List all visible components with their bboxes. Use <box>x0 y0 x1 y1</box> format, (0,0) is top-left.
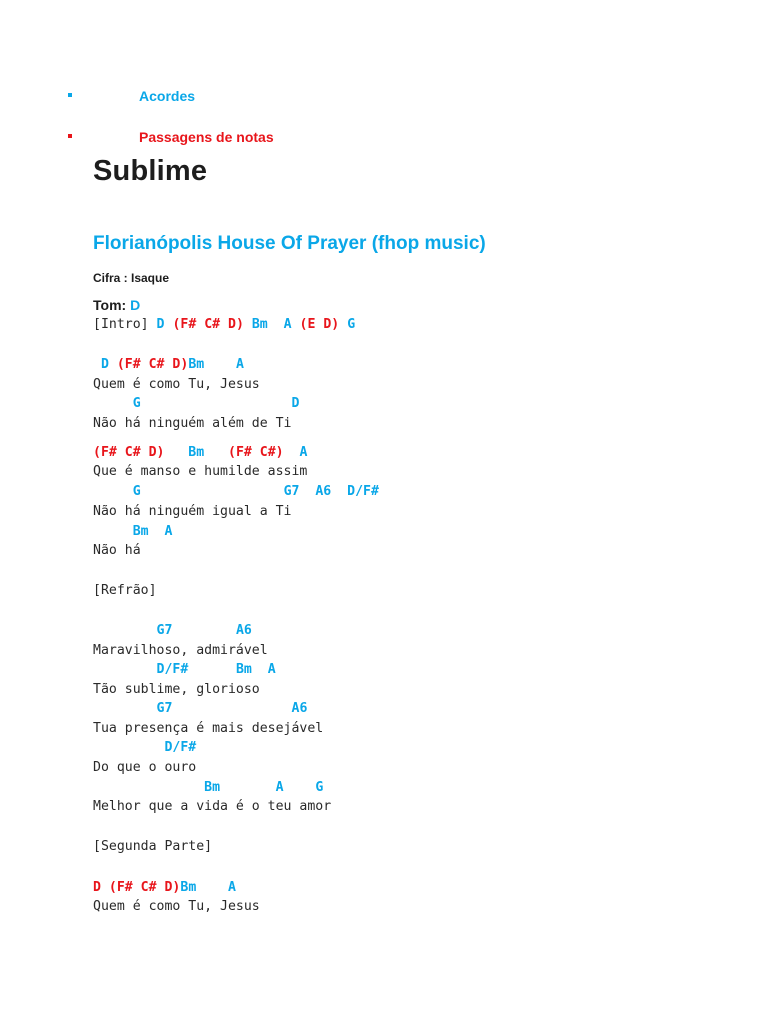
nav-link-acordes-label[interactable]: Acordes <box>139 88 196 104</box>
lyric-text <box>93 623 157 638</box>
lyric-line <box>93 799 331 815</box>
lyric-text <box>299 484 315 499</box>
chord[interactable]: A <box>267 662 276 677</box>
song-key <box>93 297 140 313</box>
lyric-line <box>93 416 292 432</box>
lyric-text <box>204 445 228 460</box>
lyric-text <box>292 317 300 332</box>
lyric-text <box>204 357 236 372</box>
chord-line <box>93 623 252 639</box>
chord[interactable]: D/F# <box>156 662 189 677</box>
lyric-text <box>244 317 252 332</box>
lyric-text <box>93 662 157 677</box>
chord-line <box>93 701 307 717</box>
chord[interactable]: G <box>132 396 141 411</box>
lyric-line <box>93 682 260 698</box>
chord[interactable]: A6 <box>315 484 332 499</box>
lyric-text <box>93 524 133 539</box>
lyric-text <box>93 484 133 499</box>
lyric-line <box>93 760 196 776</box>
lyric-text <box>93 357 101 372</box>
lyric-text <box>220 780 276 795</box>
lyric-text: Tua presença é mais desejável <box>93 721 324 736</box>
lyric-text <box>284 445 300 460</box>
chord[interactable]: A <box>283 317 292 332</box>
chord-line <box>93 445 307 461</box>
chord[interactable]: Bm <box>204 780 221 795</box>
lyric-text: Tão sublime, glorioso <box>93 682 260 697</box>
lyric-text <box>93 701 157 716</box>
lyric-line <box>93 839 212 855</box>
chord[interactable]: A6 <box>235 623 252 638</box>
chord-line <box>93 524 172 540</box>
chord[interactable]: D/F# <box>347 484 379 499</box>
note-passage[interactable]: (F# C# D) <box>172 317 244 332</box>
chord-line <box>93 396 299 412</box>
chord[interactable]: D <box>156 317 165 332</box>
lyric-text <box>172 701 291 716</box>
note-passage[interactable]: (F# C#) <box>228 445 284 460</box>
lyric-text: Maravilhoso, admirável <box>93 643 268 658</box>
song-key-value[interactable]: D <box>130 297 141 313</box>
chord[interactable]: A <box>164 524 173 539</box>
chord[interactable]: Bm <box>132 524 149 539</box>
bullet-icon <box>68 134 72 138</box>
lyric-text <box>339 317 347 332</box>
note-passage[interactable]: (F# C# D) <box>116 357 189 372</box>
note-passage[interactable]: D <box>93 880 101 895</box>
chord[interactable]: D <box>100 357 109 372</box>
chord[interactable]: G <box>132 484 141 499</box>
lyric-line <box>93 377 260 393</box>
chord[interactable]: G7 <box>156 701 173 716</box>
lyric-line <box>93 464 307 480</box>
lyric-text: Que é manso e humilde assim <box>93 464 308 479</box>
lyric-text <box>196 880 228 895</box>
chord[interactable]: Bm <box>188 445 205 460</box>
chord[interactable]: Bm <box>180 880 197 895</box>
lyric-text <box>141 484 284 499</box>
lyric-text: Não há <box>93 543 141 558</box>
lyric-text: Do que o ouro <box>93 760 197 775</box>
lyric-text: Quem é como Tu, Jesus <box>93 377 260 392</box>
bullet-icon <box>68 93 72 97</box>
lyric-text <box>284 780 316 795</box>
chord[interactable]: Bm <box>235 662 252 677</box>
chord[interactable]: A <box>235 357 244 372</box>
lyric-line <box>93 721 323 737</box>
note-passage[interactable]: (F# C# D) <box>108 880 181 895</box>
lyric-text <box>93 740 164 755</box>
chord[interactable]: G7 <box>156 623 173 638</box>
lyric-text <box>93 396 133 411</box>
chord-line <box>93 484 379 500</box>
lyric-text: [Segunda Parte] <box>93 839 213 854</box>
song-key-label: Tom: <box>93 297 131 313</box>
chord-line <box>93 880 236 896</box>
chord[interactable]: D <box>291 396 300 411</box>
chord[interactable]: D/F# <box>164 740 197 755</box>
chord[interactable]: A <box>228 880 236 895</box>
lyric-line <box>93 583 157 599</box>
song-title: Sublime <box>93 155 208 187</box>
note-passage[interactable]: (F# C# D) <box>93 445 165 460</box>
lyric-text: Não há ninguém além de Ti <box>93 416 292 431</box>
lyric-text <box>164 445 188 460</box>
chord[interactable]: G7 <box>283 484 300 499</box>
lyric-text: [Refrão] <box>93 583 157 598</box>
chord-line <box>93 357 244 373</box>
chord[interactable]: G <box>315 780 324 795</box>
nav-link-passagens-label[interactable]: Passagens de notas <box>139 129 274 145</box>
chord[interactable]: G <box>347 317 356 332</box>
lyric-text <box>109 357 117 372</box>
lyric-text <box>268 317 284 332</box>
lyric-text <box>188 662 236 677</box>
lyric-text <box>101 880 109 895</box>
lyric-line <box>93 899 260 915</box>
lyric-text <box>172 623 236 638</box>
chord[interactable]: Bm <box>188 357 205 372</box>
chord[interactable]: Bm <box>251 317 268 332</box>
lyric-text: Quem é como Tu, Jesus <box>93 899 260 914</box>
chord-line <box>93 317 355 333</box>
artist-name[interactable]: Florianópolis House Of Prayer (fhop music) <box>93 233 486 254</box>
chord[interactable]: A <box>299 445 308 460</box>
lyric-line <box>93 504 292 520</box>
lyric-text: [Intro] <box>93 317 157 332</box>
lyric-line <box>93 543 141 559</box>
lyric-text: Melhor que a vida é o teu amor <box>93 799 332 814</box>
chord[interactable]: A6 <box>291 701 308 716</box>
lyric-text <box>252 662 268 677</box>
note-passage[interactable]: (E D) <box>299 317 340 332</box>
chord-line <box>93 662 276 678</box>
chord-line <box>93 780 323 796</box>
chord[interactable]: A <box>275 780 284 795</box>
lyric-text <box>141 396 292 411</box>
chord-line <box>93 740 196 756</box>
lyric-line <box>93 643 268 659</box>
cifra-author: Cifra : Isaque <box>93 271 170 285</box>
lyric-text <box>149 524 165 539</box>
lyric-text <box>93 780 204 795</box>
lyric-text <box>331 484 347 499</box>
lyric-text: Não há ninguém igual a Ti <box>93 504 292 519</box>
